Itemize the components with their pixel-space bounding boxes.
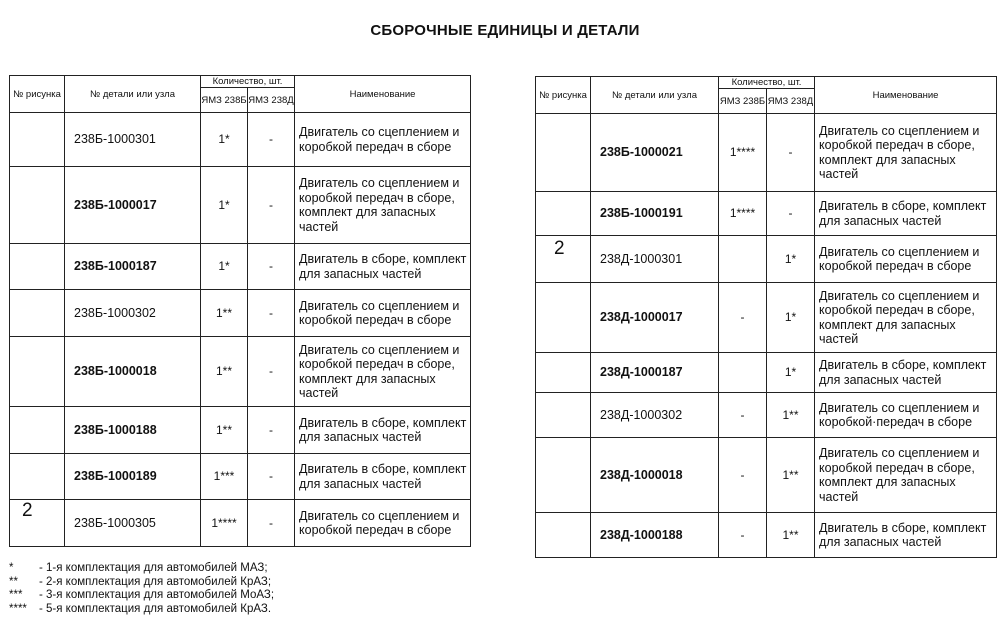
part-number: 238Б-1000017 [65,167,201,244]
qty-ymz238b: 1** [201,337,248,407]
part-name: Двигатель в сборе, комплект для запасных частей [295,407,471,454]
footnote-mark: * [9,562,14,574]
table-row [536,283,997,353]
qty-ymz238d: - [248,113,295,167]
footnote-text: - 1-я комплектация для автомобилей МАЗ; [39,562,268,574]
qty-ymz238d: - [248,337,295,407]
header-fig: № рисунка [536,77,591,114]
parts-table-right [535,76,997,558]
footnote-mark: ** [9,575,18,588]
table-row [10,500,471,547]
header-name: Наименование [295,76,471,113]
qty-ymz238b: 1* [201,113,248,167]
table-row [536,513,997,558]
figure-number-cell [536,513,591,558]
header-ymz238b: ЯМЗ 238Б [201,88,248,113]
part-name: Двигатель со сцеплением и коробкой передач в сборе, комплект для запасных частей [295,337,471,407]
figure-number-cell [10,244,65,290]
part-number: 238Б-1000018 [65,337,201,407]
figure-number-cell [536,438,591,513]
part-name: Двигатель со сцеплением и коробкой·передач в сборе [815,393,997,438]
part-name: Двигатель со сцеплением и коробкой передач в сборе, комплект для запасных частей [815,283,997,353]
part-name: Двигатель со сцеплением и коробкой передач в сборе [295,113,471,167]
footnote [9,562,274,576]
table-row [10,167,471,244]
qty-ymz238d: - [248,500,295,547]
part-number: 238Д-1000188 [591,513,719,558]
footnote [9,589,274,603]
footnote-text: - 3-я комплектация для автомобилей МоАЗ; [39,589,275,601]
part-name: Двигатель со сцеплением и коробкой передач в сборе, комплект для запасных частей [815,438,997,513]
qty-ymz238b: 1**** [719,114,767,192]
qty-ymz238b: 1** [201,290,248,337]
qty-ymz238b: - [719,513,767,558]
qty-ymz238d: - [248,290,295,337]
figure-number-cell [10,454,65,500]
part-number: 238Б-1000305 [65,500,201,547]
part-name: Двигатель со сцеплением и коробкой передач в сборе [295,500,471,547]
footnote-text: - 2-я комплектация для автомобилей КрАЗ; [39,575,272,588]
qty-ymz238b: 1** [201,407,248,454]
header-part: № детали или узла [591,77,719,114]
figure-number-cell [10,500,65,547]
qty-ymz238d: - [248,407,295,454]
qty-ymz238b: - [719,283,767,353]
footnotes [9,562,274,616]
qty-ymz238d: - [248,167,295,244]
footnote-mark: **** [9,602,27,615]
qty-ymz238b: 1*** [201,454,248,500]
header-qty: Количество, шт. [201,76,295,88]
footnote-mark: *** [9,589,23,601]
qty-ymz238d: 1** [767,513,815,558]
table-row [536,438,997,513]
footnote [9,576,274,590]
figure-number-cell [10,407,65,454]
part-number: 238Д-1000301 [591,236,719,283]
qty-ymz238d: 1** [767,438,815,513]
parts-table-left [9,75,471,547]
qty-ymz238d: 1* [767,283,815,353]
part-name: Двигатель со сцеплением и коробкой передач в сборе [295,290,471,337]
part-number: 238Д-1000017 [591,283,719,353]
table-row [10,290,471,337]
table-row [10,454,471,500]
figure-number: 2 [554,238,565,259]
qty-ymz238b: 1**** [719,192,767,236]
qty-ymz238b: 1* [201,244,248,290]
table-row [10,113,471,167]
part-number: 238Б-1000187 [65,244,201,290]
qty-ymz238b: - [719,438,767,513]
part-name: Двигатель в сборе, комплект для запасных частей [295,454,471,500]
header-fig: № рисунка [10,76,65,113]
part-name: Двигатель в сборе, комплект для запасных частей [815,513,997,558]
table-row [536,353,997,393]
header-part: № детали или узла [65,76,201,113]
part-name: Двигатель в сборе, комплект для запасных частей [815,353,997,393]
footnote [9,603,274,617]
qty-ymz238d: 1** [767,393,815,438]
figure-number-cell [10,290,65,337]
table-row [536,393,997,438]
qty-ymz238b: 1**** [201,500,248,547]
part-name: Двигатель в сборе, комплект для запасных частей [815,192,997,236]
table-row [536,114,997,192]
qty-ymz238d: - [248,454,295,500]
qty-ymz238b [719,353,767,393]
part-number: 238Д-1000302 [591,393,719,438]
part-name: Двигатель со сцеплением и коробкой передач в сборе [815,236,997,283]
qty-ymz238d: - [248,244,295,290]
header-ymz238d: ЯМЗ 238Д [767,89,815,114]
part-number: 238Б-1000021 [591,114,719,192]
figure-number-cell [536,353,591,393]
figure-number-cell [536,114,591,192]
part-number: 238Б-1000188 [65,407,201,454]
header-name: Наименование [815,77,997,114]
table-row [536,236,997,283]
page-title: СБОРОЧНЫЕ ЕДИНИЦЫ И ДЕТАЛИ [370,22,640,39]
qty-ymz238d: - [767,114,815,192]
figure-number: 2 [22,500,33,521]
table-row [10,407,471,454]
part-number: 238Д-1000018 [591,438,719,513]
header-qty: Количество, шт. [719,77,815,89]
figure-number-cell [536,192,591,236]
part-number: 238Б-1000189 [65,454,201,500]
qty-ymz238d: 1* [767,236,815,283]
figure-number-cell [10,337,65,407]
part-number: 238Б-1000302 [65,290,201,337]
part-number: 238Б-1000301 [65,113,201,167]
table-row [10,337,471,407]
qty-ymz238b: 1* [201,167,248,244]
table-row [536,192,997,236]
figure-number-cell [536,393,591,438]
figure-number-cell [10,113,65,167]
part-name: Двигатель со сцеплением и коробкой передач в сборе, комплект для запасных частей [815,114,997,192]
part-name: Двигатель в сборе, комплект для запасных частей [295,244,471,290]
footnote-text: - 5-я комплектация для автомобилей КрАЗ. [39,602,272,615]
header-ymz238b: ЯМЗ 238Б [719,89,767,114]
part-name: Двигатель со сцеплением и коробкой передач в сборе, комплект для запасных частей [295,167,471,244]
part-number: 238Д-1000187 [591,353,719,393]
figure-number-cell [10,167,65,244]
qty-ymz238b: - [719,393,767,438]
header-ymz238d: ЯМЗ 238Д [248,88,295,113]
qty-ymz238d: 1* [767,353,815,393]
figure-number-cell [536,283,591,353]
qty-ymz238d: - [767,192,815,236]
table-row [10,244,471,290]
figure-number-cell [536,236,591,283]
part-number: 238Б-1000191 [591,192,719,236]
qty-ymz238b [719,236,767,283]
